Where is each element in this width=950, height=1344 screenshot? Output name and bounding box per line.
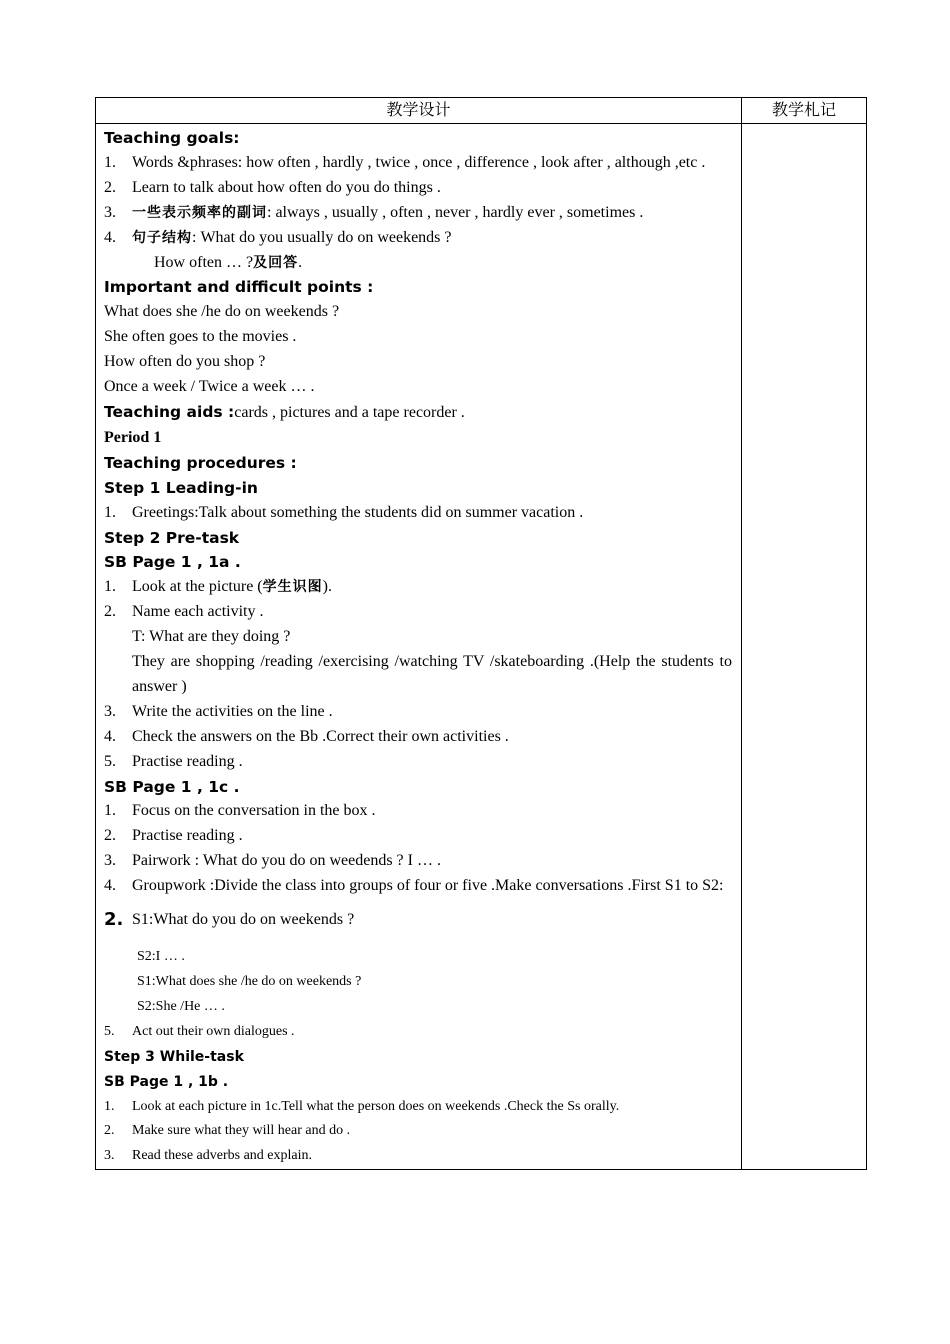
step1-item: 1. Greetings:Talk about something the students did on summer vacation .	[104, 503, 584, 521]
sb-1a-item: 3. Write the activities on the line .	[104, 702, 333, 720]
dialog-line: S1:What does she /he do on weekends ?	[137, 974, 362, 989]
sb-1b-item: 2. Make sure what they will hear and do .	[104, 1123, 351, 1139]
lesson-content	[96, 124, 742, 1170]
step2-title: Step 2 Pre-task	[104, 528, 240, 547]
sb-1a-item: 2. Name each activity .	[104, 603, 264, 621]
sb-1c-item: 2. Practise reading .	[104, 827, 243, 845]
sb-1a-item: 4. Check the answers on the Bb .Correct their own activities .	[104, 727, 509, 745]
sb-1c-item: 1. Focus on the conversation in the box .	[104, 802, 376, 820]
sb-1c-title: SB Page 1 , 1c .	[104, 777, 240, 796]
teacher-question: T: What are they doing ?	[132, 628, 291, 646]
sb-1b-item: 3. Read these adverbs and explain.	[104, 1148, 312, 1164]
header-teaching-notes: 教学札记	[742, 98, 867, 124]
teaching-notes-column	[742, 124, 867, 1170]
important-line: She often goes to the movies .	[104, 328, 297, 346]
lesson-plan-table	[95, 97, 867, 1170]
teacher-answer: They are shopping /reading /exercising /watching TV /skateboarding .(Help the students to answer )	[132, 653, 732, 695]
step1-title: Step 1 Leading-in	[104, 478, 258, 497]
header-teaching-design: 教学设计	[96, 98, 742, 124]
section-title-procedures: Teaching procedures :	[104, 453, 297, 472]
important-line: Once a week / Twice a week … .	[104, 378, 315, 396]
content-row	[96, 124, 867, 1170]
goal-item: 4. 句子结构: What do you usually do on weekends ?	[104, 228, 452, 246]
sb-1c-item: 3. Pairwork : What do you do on weedends ? I … .	[104, 852, 441, 870]
sb-1a-item: 5. Practise reading .	[104, 752, 243, 770]
section-title-goals: Teaching goals:	[104, 129, 240, 147]
goal-item: 2. Learn to talk about how often do you do things .	[104, 178, 441, 196]
period-label: Period 1	[104, 428, 162, 446]
dialog-first-line: 2. S1:What do you do on weekends ?	[104, 909, 355, 931]
sb-1a-item: 1. Look at the picture (学生识图).	[104, 578, 332, 596]
important-line: How often do you shop ?	[104, 353, 266, 371]
sb-1b-title: SB Page 1 , 1b .	[104, 1073, 229, 1090]
goal-item-continuation: How often … ?及回答.	[154, 253, 303, 271]
goal-item: 3. 一些表示频率的副词: always , usually , often , never , hardly ever , sometimes .	[104, 203, 644, 221]
act-out-item: 5. Act out their own dialogues .	[104, 1023, 295, 1039]
goal-item: 1. Words &phrases: how often , hardly , twice , once , difference , look after , although ,etc .	[104, 153, 706, 171]
teaching-aids-line: Teaching aids :cards , pictures and a tape recorder .	[104, 402, 465, 421]
sb-1c-item: 4. Groupwork :Divide the class into groups of four or five .Make conversations .First S1 to S2:	[104, 877, 724, 895]
sb-1b-item: 1. Look at each picture in 1c.Tell what the person does on weekends .Check the Ss orally.	[104, 1098, 620, 1114]
sb-1a-title: SB Page 1 , 1a .	[104, 553, 241, 572]
dialog-line: S2:I … .	[137, 949, 185, 965]
step3-title: Step 3 While-task	[104, 1048, 244, 1065]
important-line: What does she /he do on weekends ?	[104, 303, 340, 321]
header-row	[96, 98, 867, 124]
section-title-important: Important and difficult points :	[104, 278, 374, 297]
dialog-line: S2:She /He … .	[137, 998, 225, 1014]
